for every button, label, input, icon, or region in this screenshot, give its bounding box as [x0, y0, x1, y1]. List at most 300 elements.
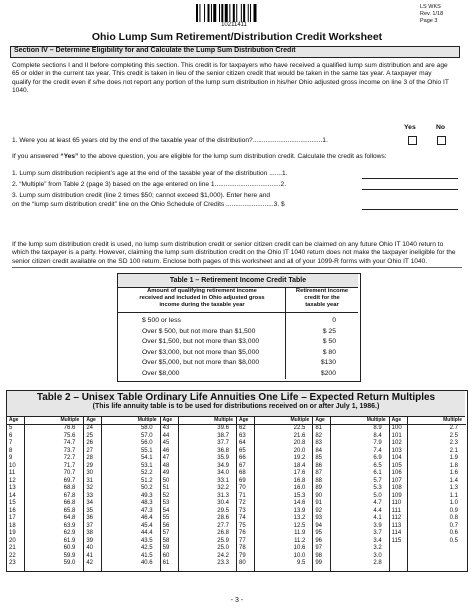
yes-checkbox[interactable]	[408, 136, 417, 145]
table2-row	[7, 470, 83, 478]
multiple-cell: 45.4	[140, 522, 153, 529]
table2-subtitle: (This life annuity table is to be used for distributions received on or after July 1, 1986.)	[92, 403, 380, 410]
barcode-image	[196, 4, 272, 22]
table2-row	[84, 538, 160, 546]
age-cell: 89	[315, 485, 323, 491]
multiple-cell: 61.9	[63, 537, 76, 544]
age-header: Age	[9, 417, 19, 423]
age-cell: 5	[9, 425, 13, 431]
multiple-cell: 26.8	[217, 530, 229, 536]
no-label: No	[436, 124, 446, 131]
multiple-cell: 69.7	[63, 477, 76, 484]
instruction-yes: “Yes”	[60, 153, 79, 160]
multiple-cell: 5.7	[373, 477, 382, 484]
age-cell: 94	[315, 522, 323, 529]
age-cell: 51	[162, 485, 170, 491]
table2-row	[161, 440, 237, 448]
age-cell: 114	[391, 530, 402, 536]
multiple-cell: 50.2	[140, 485, 153, 491]
form-code-block	[420, 4, 443, 25]
table2-row	[237, 455, 313, 463]
age-cell: 105	[391, 462, 402, 469]
age-cell: 50	[162, 477, 170, 484]
barcode-bar	[241, 4, 242, 22]
multiple-cell: 16.8	[293, 477, 306, 484]
multiple-cell: 20.8	[293, 440, 306, 446]
table1-credit-cell: $ 25	[322, 327, 336, 335]
table2-row	[7, 560, 83, 568]
age-header: Age	[391, 417, 402, 423]
form-number: 10211411	[221, 22, 247, 28]
table2-row	[7, 523, 83, 531]
line-1-entry[interactable]	[362, 178, 458, 179]
age-cell: 42	[86, 560, 94, 566]
table1-income-cell: Over $ 500, but not more than $1,500	[142, 327, 256, 335]
multiple-cell: 2.7	[449, 425, 458, 431]
table2-row	[390, 523, 466, 531]
intro-paragraph: Complete sections I and II before completing this section. This credit is for taxpayers who have received a qualified lump sum distribution and are age 65 or older in the current tax year. This credit is taken in lieu of the senior citizen credit that would be taken in the same tax year. A taxpayer may qualify for the credit even if s/he does not report any portion of the lump sum distribution in his/her Ohio adjusted gross income on line 3 of the Ohio IT 1040.	[12, 62, 449, 95]
age-cell: 58	[162, 537, 170, 544]
table2-row	[84, 553, 160, 561]
table2-row	[237, 508, 313, 516]
table1-credit-cell: $ 80	[322, 348, 336, 356]
age-cell: 24	[86, 425, 94, 431]
multiple-cell: 68.8	[63, 485, 76, 491]
age-header: Age	[86, 417, 96, 423]
multiple-cell: 37.7	[217, 440, 229, 446]
table2-row	[7, 433, 83, 441]
age-cell: 77	[239, 537, 246, 544]
age-cell: 44	[162, 432, 170, 439]
multiple-cell: 36.8	[217, 447, 229, 454]
table2-row	[313, 433, 389, 441]
table2-row	[161, 463, 237, 471]
table2-row	[84, 485, 160, 493]
barcode-bar	[204, 4, 205, 22]
table2-row	[390, 508, 466, 516]
table2-row	[237, 530, 313, 538]
age-cell: 40	[86, 545, 94, 551]
age-cell: 76	[239, 530, 246, 536]
multiple-cell: 2.3	[449, 440, 458, 446]
multiple-cell: 25.9	[217, 537, 229, 544]
age-header: Age	[315, 417, 325, 423]
multiple-cell: 21.6	[293, 432, 306, 439]
table2-row	[84, 523, 160, 531]
table2-row	[390, 425, 466, 433]
age-cell: 10	[9, 462, 16, 469]
age-cell: 110	[391, 500, 402, 506]
table2-row	[161, 530, 237, 538]
retirement-credit-table	[117, 273, 361, 382]
age-cell: 85	[315, 455, 323, 461]
multiple-cell: 17.6	[293, 470, 306, 476]
multiple-header: Multiple	[290, 417, 310, 423]
multiple-cell: 1.4	[449, 477, 458, 484]
table1-credit-cell: $130	[320, 359, 336, 366]
page-title: Ohio Lump Sum Retirement/Distribution Credit Worksheet	[91, 31, 383, 43]
multiple-cell: 0.6	[449, 530, 458, 536]
multiple-cell: 38.7	[217, 432, 229, 439]
age-cell: 75	[239, 522, 246, 529]
instruction-rest: to the above question, you are eligible for the lump sum distribution credit. Calculate the credit as follows:	[78, 153, 387, 160]
multiple-cell: 1.1	[449, 492, 458, 499]
age-cell: 28	[86, 455, 94, 461]
age-cell: 25	[86, 432, 94, 439]
barcode-bar	[219, 4, 220, 22]
table2-row	[84, 500, 160, 508]
multiple-cell: 57.0	[140, 432, 153, 439]
age-cell: 69	[239, 477, 246, 484]
multiple-cell: 2.1	[449, 447, 458, 454]
table2-column	[160, 416, 237, 571]
multiple-cell: 2.5	[449, 432, 458, 439]
multiple-cell: 42.5	[140, 545, 153, 551]
table1-col2-header-line: Retirement income	[295, 288, 349, 294]
age-cell: 67	[239, 462, 246, 469]
table2-row	[313, 523, 389, 531]
table1-col2-header	[286, 288, 358, 309]
multiple-cell: 27.7	[217, 522, 229, 529]
table2-column	[7, 416, 83, 571]
multiple-cell: 10.0	[293, 552, 306, 559]
multiple-cell: 47.3	[140, 507, 153, 514]
age-cell: 97	[315, 545, 323, 551]
multiple-cell: 24.2	[217, 552, 229, 559]
age-cell: 6	[9, 432, 13, 439]
barcode-bar	[211, 4, 212, 22]
multiple-cell: 0.9	[449, 507, 458, 514]
age-cell: 11	[9, 470, 16, 476]
multiple-cell: 48.3	[140, 500, 153, 506]
table2-row	[313, 448, 389, 456]
age-cell: 74	[239, 515, 246, 521]
age-cell: 13	[9, 485, 16, 491]
age-cell: 61	[162, 560, 170, 566]
multiple-cell: 58.0	[140, 425, 153, 431]
table2-column-header	[84, 416, 160, 425]
age-cell: 86	[315, 462, 323, 469]
age-cell: 112	[391, 515, 402, 521]
age-cell: 65	[239, 447, 246, 454]
table2-row	[7, 500, 83, 508]
age-cell: 30	[86, 470, 94, 476]
age-cell: 47	[162, 455, 170, 461]
multiple-cell: 0.7	[449, 522, 458, 529]
age-cell: 9	[9, 455, 13, 461]
age-cell: 7	[9, 440, 13, 446]
table2-row	[237, 485, 313, 493]
age-cell: 53	[162, 500, 170, 506]
table2-row	[237, 470, 313, 478]
multiple-cell: 71.7	[63, 462, 76, 469]
multiple-cell: 41.5	[140, 552, 153, 559]
table2-row	[390, 485, 466, 493]
table2-row	[84, 440, 160, 448]
age-cell: 22	[9, 552, 16, 559]
multiple-cell: 56.0	[140, 440, 153, 446]
age-cell: 54	[162, 507, 170, 514]
age-cell: 81	[315, 425, 323, 431]
table2-row	[237, 463, 313, 471]
age-cell: 39	[86, 537, 94, 544]
age-cell: 102	[391, 440, 402, 446]
age-cell: 82	[315, 432, 323, 439]
multiple-cell: 0.5	[449, 537, 458, 544]
age-cell: 35	[86, 507, 94, 514]
table2-column	[312, 416, 389, 571]
table1-col1-header-line: Amount of qualifying retirement income	[147, 288, 257, 294]
multiple-cell: 3.2	[373, 545, 382, 551]
multiple-cell: 22.5	[293, 425, 306, 431]
multiple-cell: 4.7	[373, 500, 382, 506]
table2-row	[313, 500, 389, 508]
annuity-table	[6, 390, 468, 572]
age-cell: 71	[239, 492, 246, 499]
table2-column-header	[161, 416, 237, 425]
age-cell: 46	[162, 447, 170, 454]
table2-row	[237, 538, 313, 546]
age-cell: 103	[391, 447, 402, 454]
multiple-cell: 3.9	[373, 522, 382, 529]
multiple-cell: 1.8	[449, 462, 458, 469]
table2-row	[161, 455, 237, 463]
multiple-cell: 28.6	[217, 515, 229, 521]
age-cell: 73	[239, 507, 246, 514]
table2-row	[161, 515, 237, 523]
age-cell: 31	[86, 477, 94, 484]
age-cell: 90	[315, 492, 323, 499]
table1-credit-cell: $200	[320, 369, 336, 377]
age-cell: 12	[9, 477, 16, 484]
table2-row	[313, 463, 389, 471]
table2-row	[161, 478, 237, 486]
multiple-cell: 39.6	[217, 425, 229, 431]
table1-col2-header-line: credit for the	[304, 295, 340, 301]
table1-col1-header-line: received and included in Ohio adjusted gross	[139, 295, 265, 301]
barcode-bar	[221, 4, 223, 22]
table2-row	[390, 500, 466, 508]
multiple-cell: 18.4	[293, 462, 306, 469]
table2-row	[161, 470, 237, 478]
multiple-cell: 75.6	[63, 432, 76, 439]
table2-row	[84, 508, 160, 516]
age-cell: 26	[86, 440, 94, 446]
age-cell: 17	[9, 515, 16, 521]
calc-line-1: 1. Lump sum distribution recipient’s age at the end of the taxable year of the distribution .......1.	[12, 170, 288, 177]
multiple-cell: 15.3	[293, 492, 306, 499]
table2-row	[390, 433, 466, 441]
table1-income-cell: $ 500 or less	[142, 317, 181, 324]
multiple-cell: 19.2	[293, 455, 306, 461]
table2-row	[237, 560, 313, 568]
multiple-cell: 25.0	[217, 545, 229, 551]
age-cell: 96	[315, 537, 323, 544]
table2-row	[313, 560, 389, 568]
age-cell: 63	[239, 432, 246, 439]
calc-line-2: 2. “Multiple” from Table 2 (page 3) based on the age entered on line 1....................................2.	[12, 181, 287, 188]
table2-row	[7, 478, 83, 486]
table2-row	[7, 440, 83, 448]
multiple-cell: 6.5	[373, 462, 382, 469]
age-cell: 106	[391, 470, 402, 476]
age-cell: 37	[86, 522, 94, 529]
age-cell: 107	[391, 477, 402, 484]
age-cell: 80	[239, 560, 246, 566]
multiple-cell: 46.4	[140, 515, 153, 521]
table2-row	[390, 478, 466, 486]
multiple-cell: 7.4	[373, 447, 382, 454]
age-cell: 78	[239, 545, 246, 551]
age-cell: 72	[239, 500, 246, 506]
age-cell: 52	[162, 492, 170, 499]
multiple-cell: 29.5	[217, 507, 229, 514]
age-cell: 18	[9, 522, 16, 529]
no-checkbox[interactable]	[437, 136, 446, 145]
line-2-entry[interactable]	[362, 189, 458, 190]
table1-credit-cell: 0	[332, 317, 336, 324]
age-cell: 49	[162, 470, 170, 476]
multiple-cell: 51.2	[140, 477, 153, 484]
multiple-cell: 67.8	[63, 492, 76, 499]
multiple-cell: 52.2	[140, 470, 153, 476]
table2-row	[161, 538, 237, 546]
multiple-cell: 32.2	[217, 485, 229, 491]
table2-row	[84, 530, 160, 538]
table2-row	[161, 508, 237, 516]
multiple-cell: 6.9	[373, 455, 382, 461]
table2-row	[7, 545, 83, 553]
table1-header-rule	[118, 312, 358, 313]
age-cell: 88	[315, 477, 323, 484]
multiple-cell: 43.5	[140, 537, 153, 544]
age-cell: 87	[315, 470, 323, 476]
multiple-cell: 2.8	[373, 560, 382, 566]
age-cell: 32	[86, 485, 94, 491]
age-cell: 29	[86, 462, 94, 469]
multiple-cell: 11.9	[294, 530, 306, 536]
line-3-entry[interactable]	[362, 209, 458, 210]
age-cell: 8	[9, 447, 13, 454]
multiple-cell: 11.2	[294, 537, 306, 544]
multiple-header: Multiple	[60, 417, 80, 423]
table1-col2-header-line: taxable year	[305, 302, 339, 308]
multiple-cell: 1.6	[449, 470, 458, 476]
multiple-cell: 66.8	[63, 500, 76, 506]
age-cell: 55	[162, 515, 170, 521]
table2-row	[84, 463, 160, 471]
multiple-cell: 7.9	[373, 440, 382, 446]
multiple-cell: 73.7	[63, 447, 76, 454]
age-header: Age	[162, 417, 173, 423]
age-cell: 64	[239, 440, 246, 446]
multiple-cell: 8.9	[373, 425, 382, 431]
table2-row	[7, 508, 83, 516]
multiple-cell: 53.1	[140, 462, 153, 469]
multiple-cell: 4.1	[373, 515, 382, 521]
table2-row	[313, 530, 389, 538]
table2-row	[313, 515, 389, 523]
table2-row	[390, 455, 466, 463]
multiple-cell: 1.0	[449, 500, 458, 506]
multiple-cell: 13.9	[293, 507, 306, 514]
table2-row	[390, 493, 466, 501]
multiple-cell: 55.1	[140, 447, 153, 454]
age-cell: 57	[162, 530, 170, 536]
table2-row	[390, 530, 466, 538]
table2-column-header	[390, 416, 466, 425]
multiple-cell: 59.9	[63, 552, 76, 559]
table2-row	[161, 433, 237, 441]
age-cell: 62	[239, 425, 246, 431]
age-cell: 36	[86, 515, 94, 521]
multiple-cell: 54.1	[140, 455, 153, 461]
instruction-lead: If you answered	[12, 153, 61, 160]
table2-row	[390, 440, 466, 448]
table2-row	[313, 470, 389, 478]
table2-row	[161, 425, 237, 433]
multiple-cell: 16.0	[293, 485, 306, 491]
multiple-cell: 3.7	[373, 530, 382, 536]
table2-row	[237, 433, 313, 441]
table2-row	[161, 448, 237, 456]
yes-label: Yes	[404, 124, 416, 131]
barcode-bar	[250, 4, 251, 22]
barcode-bar	[225, 4, 228, 22]
question-1: 1. Were you at least 65 years old by the end of the taxable year of the distribution?......................................1.	[12, 137, 328, 144]
multiple-cell: 1.9	[449, 455, 458, 461]
table2-row	[7, 530, 83, 538]
table2-row	[161, 545, 237, 553]
table2-row	[237, 545, 313, 553]
table2-row	[7, 485, 83, 493]
table2-row	[390, 515, 466, 523]
barcode-bar	[236, 4, 237, 22]
multiple-header: Multiple	[137, 417, 157, 423]
age-cell: 60	[162, 552, 170, 559]
table2-row	[7, 538, 83, 546]
table2-row	[7, 463, 83, 471]
table2-row	[7, 448, 83, 456]
multiple-cell: 62.9	[63, 530, 76, 536]
multiple-cell: 72.7	[63, 455, 76, 461]
multiple-cell: 1.3	[449, 485, 458, 491]
section-title: Section IV – Determine Eligibility for and Calculate the Lump Sum Distribution Credit	[14, 47, 296, 54]
multiple-cell: 0.8	[449, 515, 458, 521]
age-cell: 91	[315, 500, 323, 506]
table2-row	[7, 515, 83, 523]
table2-row	[313, 440, 389, 448]
barcode-bar	[229, 4, 230, 22]
table2-row	[161, 523, 237, 531]
age-cell: 109	[391, 492, 402, 499]
table2-column-header	[237, 416, 313, 425]
table2-column	[236, 416, 313, 571]
multiple-header: Multiple	[443, 417, 462, 423]
multiple-cell: 12.5	[293, 522, 306, 529]
multiple-cell: 34.9	[217, 462, 229, 469]
table2-row	[313, 455, 389, 463]
age-cell: 104	[391, 455, 402, 461]
table2-row	[390, 448, 466, 456]
form-code-line: LS WKS	[420, 4, 441, 10]
table2-row	[84, 493, 160, 501]
multiple-cell: 20.0	[293, 447, 306, 454]
multiple-cell: 74.7	[63, 440, 76, 446]
eligibility-instruction	[12, 153, 462, 160]
multiple-cell: 10.6	[293, 545, 306, 551]
table2-row	[84, 470, 160, 478]
